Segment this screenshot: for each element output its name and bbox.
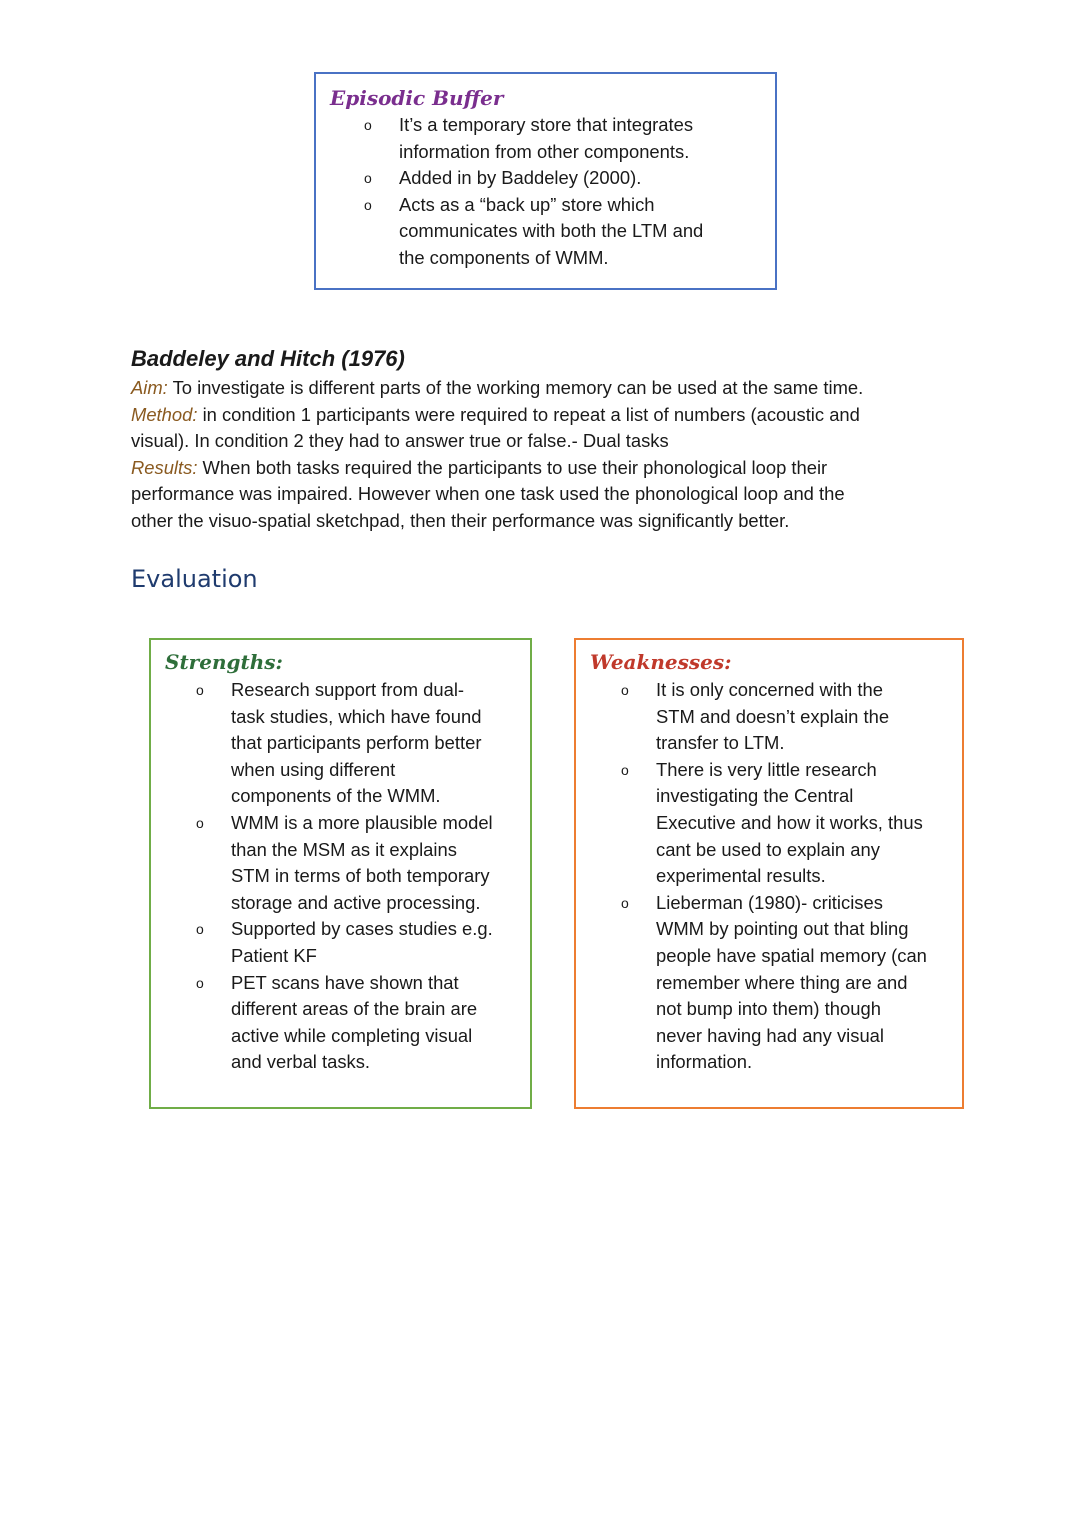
weaknesses-list <box>621 677 961 1076</box>
weaknesses-title: Weaknesses: <box>590 650 732 674</box>
list-item: o It’s a temporary store that integrates information from other components. <box>364 114 694 162</box>
bullet-icon: o <box>621 761 629 778</box>
episodic-buffer-list <box>364 112 764 272</box>
method-line-2: visual). In condition 2 they had to answer true or false.- Dual tasks <box>131 430 669 452</box>
list-item: o It is only concerned with the STM and doesn’t explain the transfer to LTM. <box>621 679 890 754</box>
method-line: Method: in condition 1 participants were required to repeat a list of numbers (acoustic and <box>131 403 860 425</box>
list-item: o PET scans have shown that different areas of the brain are active while completing visual and verbal tasks. <box>196 971 478 1073</box>
episodic-buffer-title: Episodic Buffer <box>330 86 504 110</box>
aim-line: Aim: To investigate is different parts of the working memory can be used at the same time. <box>131 377 864 398</box>
bullet-icon: o <box>196 974 204 991</box>
study-description <box>131 375 1031 535</box>
bullet-icon: o <box>364 170 372 187</box>
evaluation-heading: Evaluation <box>131 565 258 593</box>
list-item: o Lieberman (1980)- criticises WMM by pointing out that bling people have spatial memory (can remember where thing are and not bump into them) though never having had any visual information. <box>621 891 927 1073</box>
results-line: Results: When both tasks required the participants to use their phonological loop their <box>131 456 828 478</box>
weaknesses-box <box>574 638 964 1109</box>
aim-label: Aim: <box>131 377 168 398</box>
results-line-2: performance was impaired. However when one task used the phonological loop and the <box>131 483 845 505</box>
bullet-icon: o <box>621 682 629 698</box>
episodic-buffer-box <box>314 72 777 290</box>
method-label: Method: <box>131 403 198 425</box>
bullet-icon: o <box>196 682 204 698</box>
bullet-icon: o <box>364 117 372 133</box>
study-title: Baddeley and Hitch (1976) <box>131 346 405 371</box>
list-item: o Research support from dual- task studies, which have found that participants perform better when using different components of the WMM. <box>196 679 482 807</box>
bullet-icon: o <box>364 196 372 213</box>
strengths-list <box>196 677 526 1076</box>
strengths-title: Strengths: <box>165 650 283 674</box>
list-item: o There is very little research investigating the Central Executive and how it works, thus cant be used to explain any experimental results. <box>621 758 923 887</box>
strengths-box <box>149 638 532 1109</box>
list-item: o Supported by cases studies e.g. Patient KF <box>196 918 493 966</box>
results-label: Results: <box>131 456 198 478</box>
bullet-icon: o <box>621 894 629 911</box>
results-line-3: other the visuo-spatial sketchpad, then their performance was significantly better. <box>131 509 790 531</box>
bullet-icon: o <box>196 814 204 831</box>
list-item: o WMM is a more plausible model than the MSM as it explains STM in terms of both temporary storage and active processing. <box>196 811 493 913</box>
list-item: o Added in by Baddeley (2000). <box>364 165 764 192</box>
list-item: o Acts as a “back up” store which communicates with both the LTM and the components of WMM. <box>364 193 704 268</box>
bullet-icon: o <box>196 921 204 938</box>
